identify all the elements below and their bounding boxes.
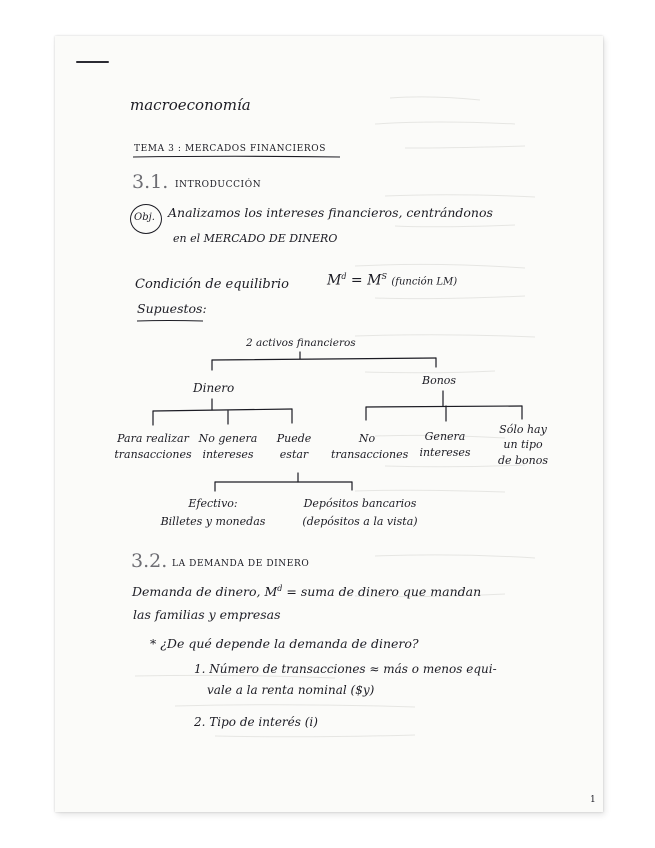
objective-line-2-text: en el MERCADO DE DINERO (173, 232, 338, 245)
page-title: macroeconomía (130, 96, 251, 114)
dinero-branch-3-line-1: Puede (276, 432, 312, 445)
objective-badge: Obj. (134, 212, 155, 223)
objective-line-1: Analizamos los intereses financieros, centrándonos (168, 205, 493, 220)
bonos-branch-3-line-2: un tipo (503, 438, 543, 452)
money-form-depositos-line-1: Depósitos bancarios (303, 497, 417, 510)
demanda-line-1-b: = suma de dinero que mandan (282, 584, 482, 600)
factor-1-line-2: vale a la renta nominal ($y) (207, 683, 375, 697)
equals-sign: = (350, 272, 363, 289)
dinero-branch-3 (272, 431, 316, 463)
dinero-branch-2 (198, 431, 258, 463)
money-demand-symbol: M (327, 272, 342, 289)
dinero-branch-2-line-2: intereses (202, 447, 254, 461)
demanda-line-1 (132, 585, 481, 599)
bonos-branch-3-line-3: de bonos (497, 453, 549, 467)
money-supply-symbol: M (367, 272, 382, 289)
bonos-branch-1 (331, 431, 409, 463)
theme-heading: TEMA 3 : MERCADOS FINANCIEROS (134, 144, 326, 154)
bonos-branch-3 (492, 422, 554, 468)
bonos-branch-1-line-1: No (358, 432, 376, 445)
section-3-1-number: 3.1. (132, 171, 169, 193)
money-demand-superscript: d (341, 272, 347, 281)
dinero-branch-1 (111, 431, 195, 463)
equilibrium-label: Condición de equilibrio (135, 277, 289, 292)
demanda-line-1-a: Demanda de dinero, M (132, 584, 278, 600)
bonos-branch-1-line-2: transacciones (331, 447, 409, 461)
tree-node-dinero: Dinero (193, 381, 235, 395)
money-form-efectivo-line-2: Billetes y monedas (160, 514, 266, 528)
notebook-page (55, 36, 603, 812)
demand-question: * ¿De qué depende la demanda de dinero? (150, 636, 419, 651)
demanda-line-2: las familias y empresas (133, 607, 281, 622)
money-form-efectivo-line-1: Efectivo: (188, 497, 238, 510)
section-3-2-label: LA DEMANDA DE DINERO (172, 559, 310, 569)
factor-1-line-1: 1. Número de transacciones ≈ más o menos equi- (194, 662, 497, 676)
money-form-depositos (292, 495, 428, 530)
factor-2-line-1: 2. Tipo de interés (i) (194, 715, 318, 729)
section-3-2-number: 3.2. (131, 550, 168, 572)
money-supply-superscript: S (381, 272, 387, 281)
supuestos-label: Supuestos: (137, 301, 207, 316)
bonos-branch-2 (415, 429, 475, 461)
tree-node-bonos: Bonos (422, 374, 457, 387)
tree-root: 2 activos financieros (246, 337, 356, 349)
money-form-depositos-line-2: (depósitos a la vista) (302, 514, 418, 528)
money-form-efectivo (139, 495, 287, 530)
bonos-branch-2-line-2: intereses (419, 445, 471, 459)
dinero-branch-2-line-1: No genera (198, 432, 258, 445)
bonos-branch-3-line-1: Sólo hay (499, 423, 547, 436)
page-number: 1 (590, 795, 596, 805)
lm-function-note: (función LM) (391, 276, 458, 288)
bonos-branch-2-line-1: Genera (424, 430, 466, 443)
dinero-branch-3-line-2: estar (279, 447, 309, 461)
dinero-branch-1-line-2: transacciones (114, 447, 192, 461)
section-3-1-label: INTRODUCCIÓN (175, 180, 262, 190)
dinero-branch-1-line-1: Para realizar (117, 432, 189, 445)
demanda-line-1-sup: d (277, 584, 283, 593)
